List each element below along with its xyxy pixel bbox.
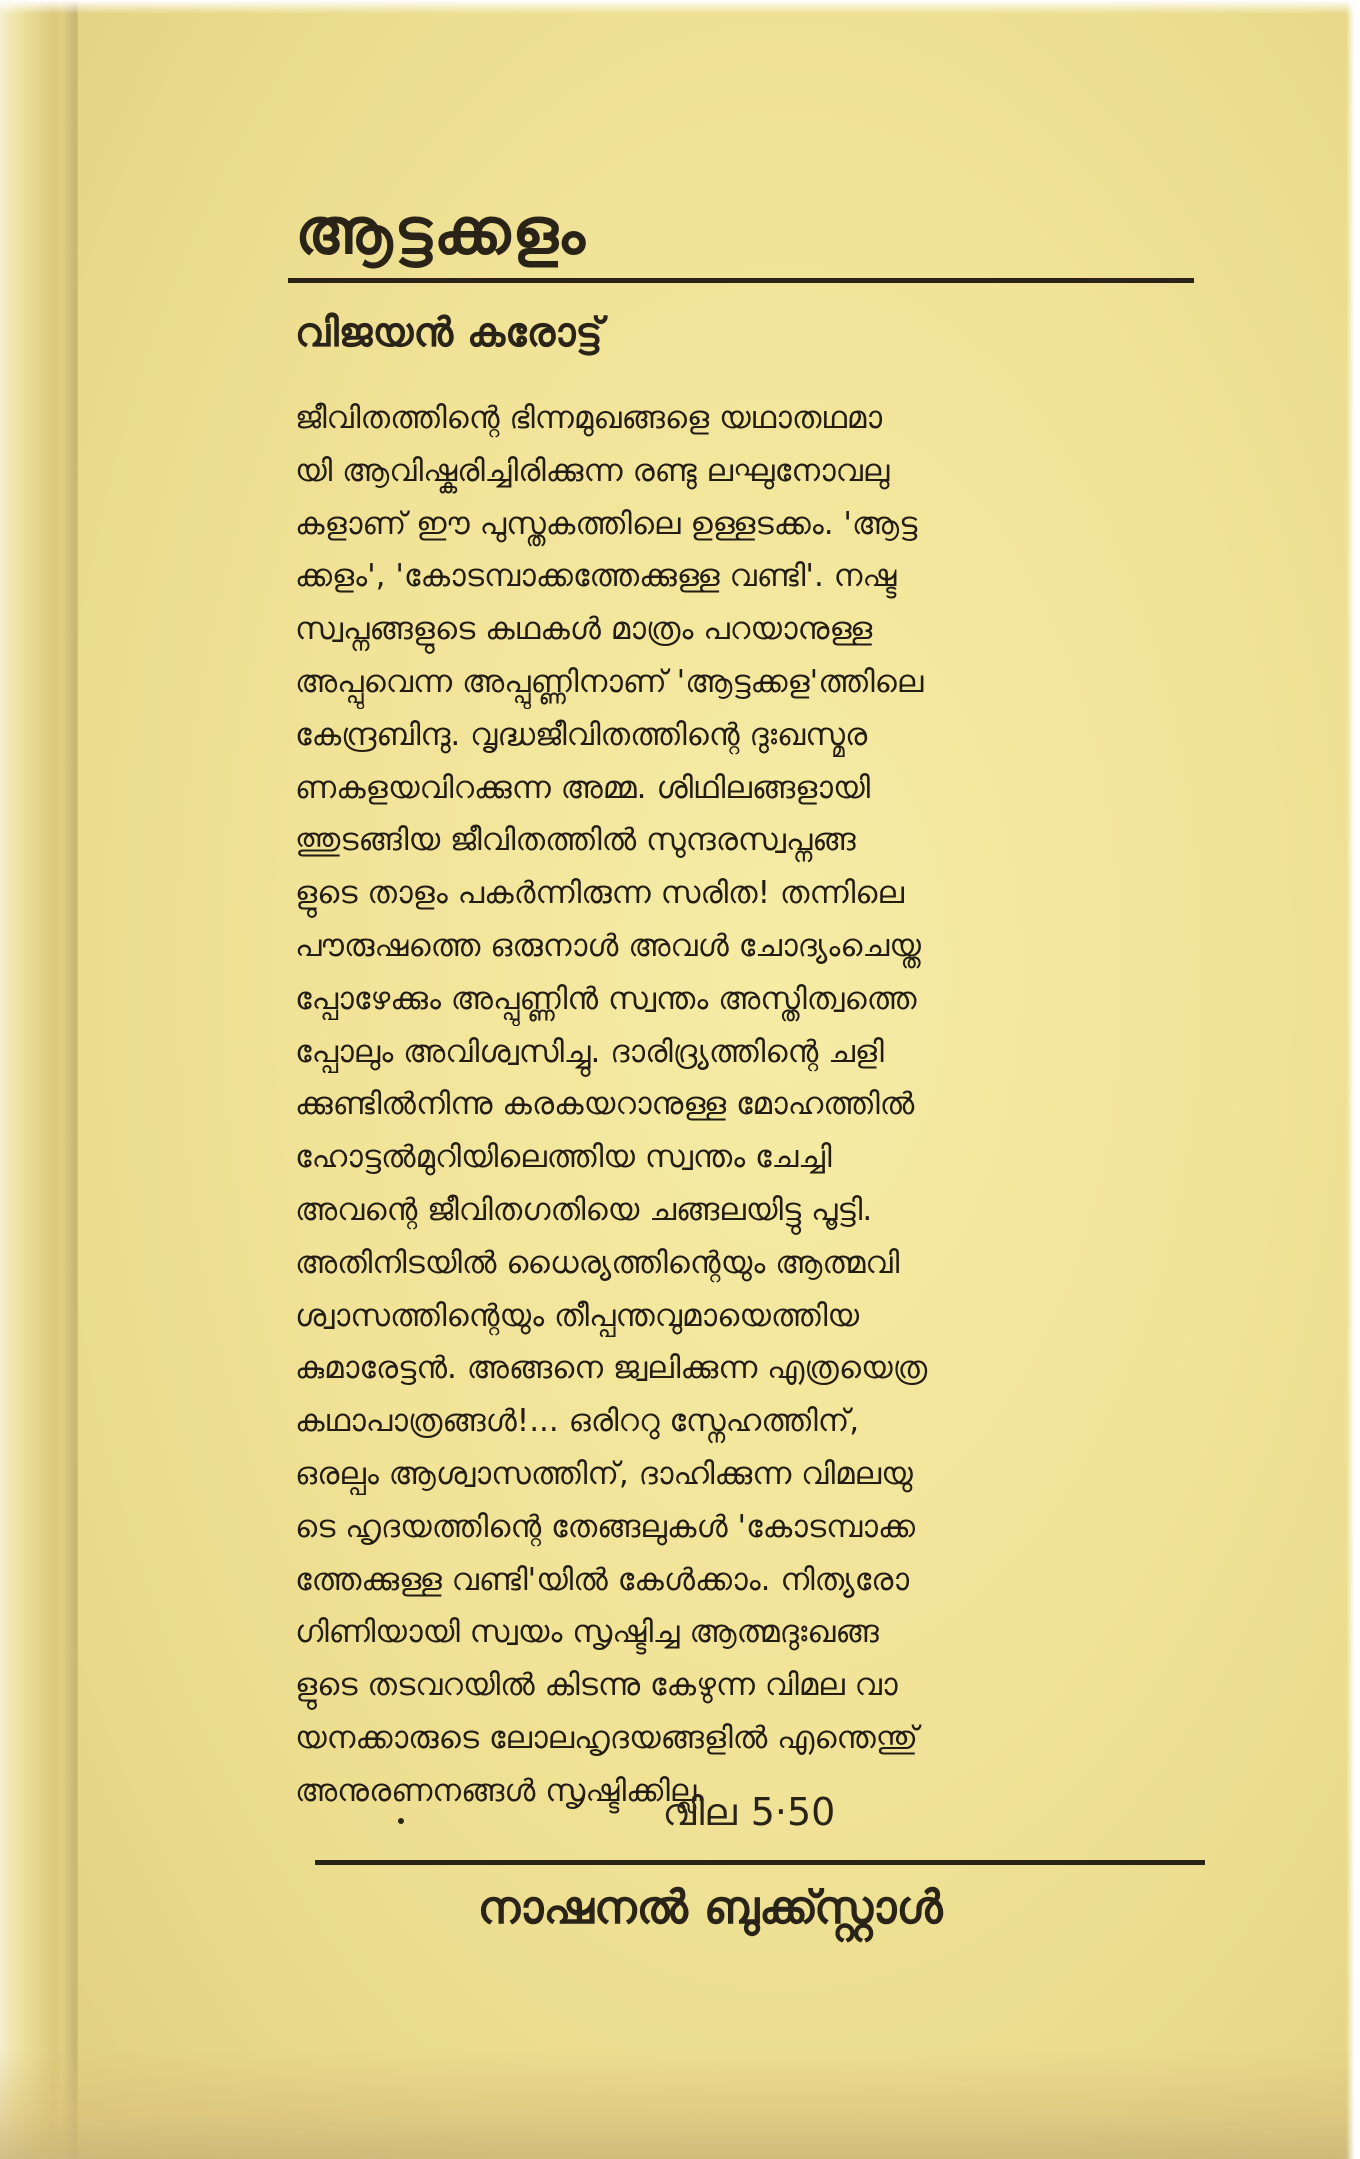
blurb-line: കേന്ദ്രബിന്ദു. വൃദ്ധജീവിതത്തിന്റെ ദുഃഖസ്മര — [295, 716, 868, 753]
blurb-line: ഗിണിയായി സ്വയം സൃഷ്ടിച്ച ആത്മദുഃഖങ്ങ — [295, 1614, 879, 1651]
blurb-line: ത്തേക്കുള്ള വണ്ടി'യിൽ കേൾക്കാം. നിത്യരോ — [295, 1561, 910, 1598]
book-title: ആട്ടക്കളം — [295, 195, 587, 269]
price-row — [0, 1790, 1360, 1835]
blurb-line: യനക്കാരുടെ ലോലഹൃദയങ്ങളിൽ എന്തെന്തു് — [295, 1719, 918, 1756]
blurb-line: ളുടെ താളം പകർന്നിരുന്ന സരിത! തന്നിലെ — [295, 875, 904, 912]
blurb-paragraph — [295, 392, 1195, 1818]
cover-bottom-wear — [0, 2049, 1360, 2159]
blurb-line: ക്കളം', 'കോടമ്പാക്കത്തേക്കുള്ള വണ്ടി'. നഷ്ട — [295, 558, 897, 595]
blurb-line: കുമാരേട്ടൻ. അങ്ങനെ ജ്വലിക്കുന്ന എത്രയെത്ര — [295, 1350, 928, 1387]
blurb-line: ക്കുണ്ടിൽനിന്നു കരകയറാനുള്ള മോഹത്തിൽ — [295, 1086, 915, 1123]
blurb-line: ടെ ഹൃദയത്തിന്റെ തേങ്ങലുകൾ 'കോടമ്പാക്ക — [295, 1508, 915, 1545]
blurb-line: പ്പോഴേക്കും അപ്പുണ്ണിൻ സ്വന്തം അസ്തിത്വത്തെ — [295, 980, 917, 1017]
blurb-line: ജീവിതത്തിന്റെ ഭിന്നമുഖങ്ങളെ യഥാതഥമാ — [295, 400, 883, 436]
blurb-line: ത്തുടങ്ങിയ ജീവിതത്തിൽ സുന്ദരസ്വപ്നങ്ങ — [295, 822, 856, 859]
blurb-line: അതിനിടയിൽ ധൈര്യത്തിന്റെയും ആത്മവി — [295, 1244, 900, 1281]
blurb-line: അനുരണനങ്ങൾ സൃഷ്ടിക്കില്ല. — [295, 1772, 707, 1809]
price-label: വില — [662, 1790, 737, 1834]
blurb-line: ണകളയവിറക്കുന്ന അമ്മ. ശിഥിലങ്ങളായി — [295, 769, 871, 806]
blurb-line: സ്വപ്നങ്ങളുടെ കഥകൾ മാത്രം പറയാനുള്ള — [295, 611, 873, 648]
blurb-line: അപ്പുവെന്ന അപ്പുണ്ണിനാണ് 'ആട്ടക്കള'ത്തിലെ — [295, 663, 924, 700]
blurb-line: യി ആവിഷ്കരിച്ചിരിക്കുന്ന രണ്ടു ലഘുനോവലു — [295, 452, 890, 489]
blurb-line: ഒരല്പം ആശ്വാസത്തിന്, ദാഹിക്കുന്ന വിമലയു — [295, 1455, 913, 1492]
publisher-name: നാഷനൽ ബുക്ക്സ്റ്റാൾ — [477, 1880, 943, 1934]
blurb-line: ശ്വാസത്തിന്റെയും തീപ്പന്തവുമായെത്തിയ — [295, 1297, 860, 1334]
title-divider — [288, 278, 1194, 283]
blurb-line: പൗരുഷത്തെ ഒരുനാൾ അവൾ ചോദ്യംചെയ്ത — [295, 927, 921, 964]
blurb-line: പ്പോലും അവിശ്വസിച്ചു. ദാരിദ്ര്യത്തിന്റെ ചളി — [295, 1033, 884, 1070]
blurb-line: കളാണ് ഈ പുസ്തകത്തിലെ ഉള്ളടക്കം. 'ആട്ട — [295, 505, 918, 542]
publisher-divider — [315, 1860, 1205, 1865]
scan-top-edge — [0, 0, 1360, 14]
blurb-line: കഥാപാത്രങ്ങൾ!... ഒരിററു സ്നേഹത്തിന്, — [295, 1403, 860, 1440]
scan-right-edge — [1346, 0, 1360, 2159]
book-author: വിജയൻ കരോട്ട് — [295, 310, 603, 356]
blurb-line: ഹോട്ടൽമുറിയിലെത്തിയ സ്വന്തം ചേച്ചി — [295, 1139, 832, 1176]
price — [663, 1790, 836, 1835]
blurb-line: ളുടെ തടവറയിൽ കിടന്നു കേഴുന്ന വിമല വാ — [295, 1667, 898, 1704]
blurb-line: അവന്റെ ജീവിതഗതിയെ ചങ്ങലയിട്ടു പൂട്ടി. — [295, 1191, 873, 1228]
price-value: 5·50 — [750, 1790, 836, 1834]
